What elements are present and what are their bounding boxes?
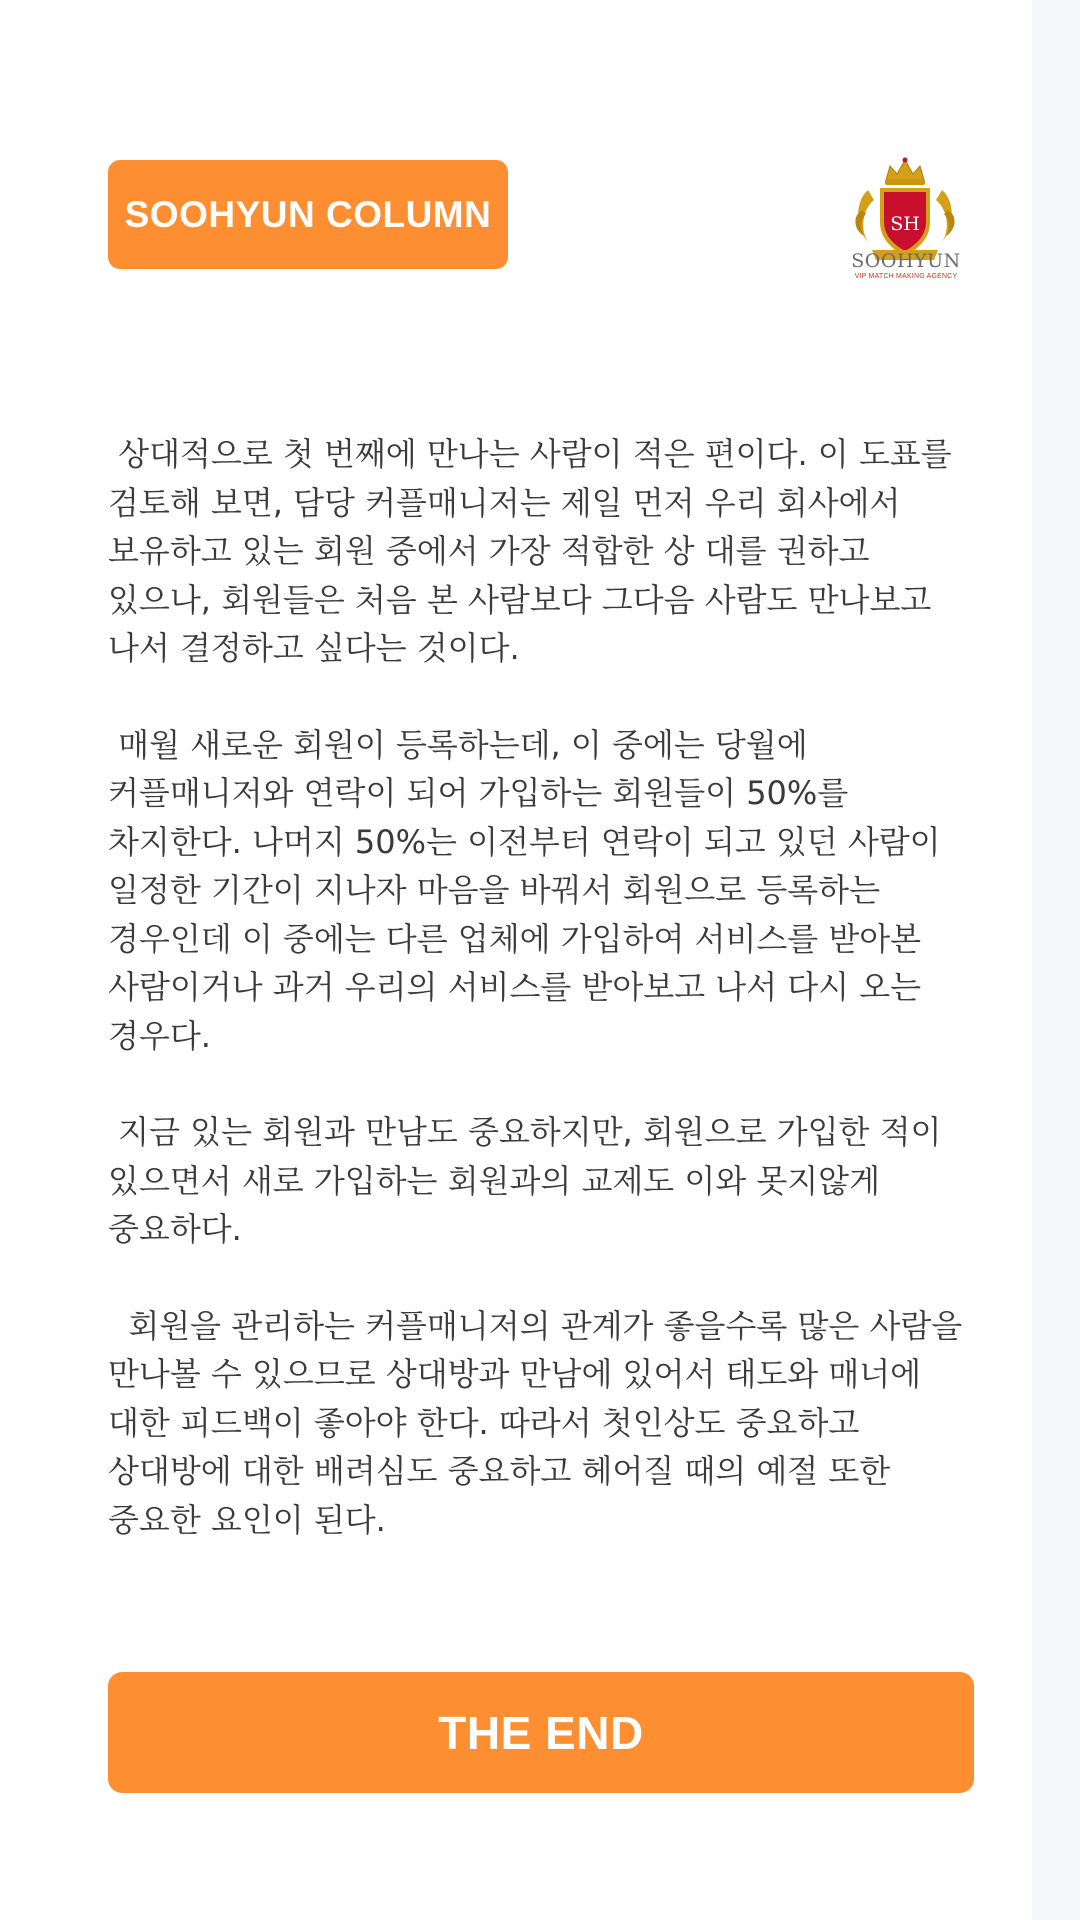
article-paragraph: 회원을 관리하는 커플매니저의 관계가 좋을수록 많은 사람을 만나볼 수 있으므로 상대방과 만남에 있어서 태도와 매너에 대한 피드백이 좋아야 한다. 따라서 첫인상도 중요하고 상대방에 대한 배려심도 중요하고 헤어질 때의 예절 또한 중요한 요인이 된다.: [108, 1306, 973, 1539]
article-body: [108, 430, 976, 1592]
the-end-button[interactable]: [108, 1672, 974, 1793]
logo-wordmark: SOOHYUN: [851, 250, 961, 272]
column-title-label: SOOHYUN COLUMN: [124, 193, 492, 235]
article-paragraph: 매월 새로운 회원이 등록하는데, 이 중에는 당월에 커플매니저와 연락이 되어 가입하는 회원들이 50%를 차지한다. 나머지 50%는 이전부터 연락이 되고 있던 사람이 일정한 기간이 지나자 마음을 바꿔서 회원으로 등록하는 경우인데 이 중에는 다른 업체에 가입하여 서비스를 받아본 사람이거나 과거 우리의 서비스를 받아보고 나서 다시 오는 경우다.: [108, 725, 951, 1055]
article-paragraph: 상대적으로 첫 번째에 만나는 사람이 적은 편이다. 이 도표를 검토해 보면, 담당 커플매니저는 제일 먼저 우리 회사에서 보유하고 있는 회원 중에서 가장 적합한 상 대를 권하고 있으나, 회원들은 처음 본 사람보다 그다음 사람도 만나보고 나서 결정하고 싶다는 것이다.: [108, 435, 962, 667]
article-paragraph: 지금 있는 회원과 만남도 중요하지만, 회원으로 가입한 적이 있으면서 새로 가입하는 회원과의 교제도 이와 못지않게 중요하다.: [108, 1113, 952, 1248]
the-end-label: THE END: [438, 1706, 644, 1759]
column-title-badge: [108, 160, 508, 269]
logo-tagline: VIP MATCH MAKING AGENCY: [854, 273, 958, 280]
svg-text:SH: SH: [890, 213, 920, 235]
